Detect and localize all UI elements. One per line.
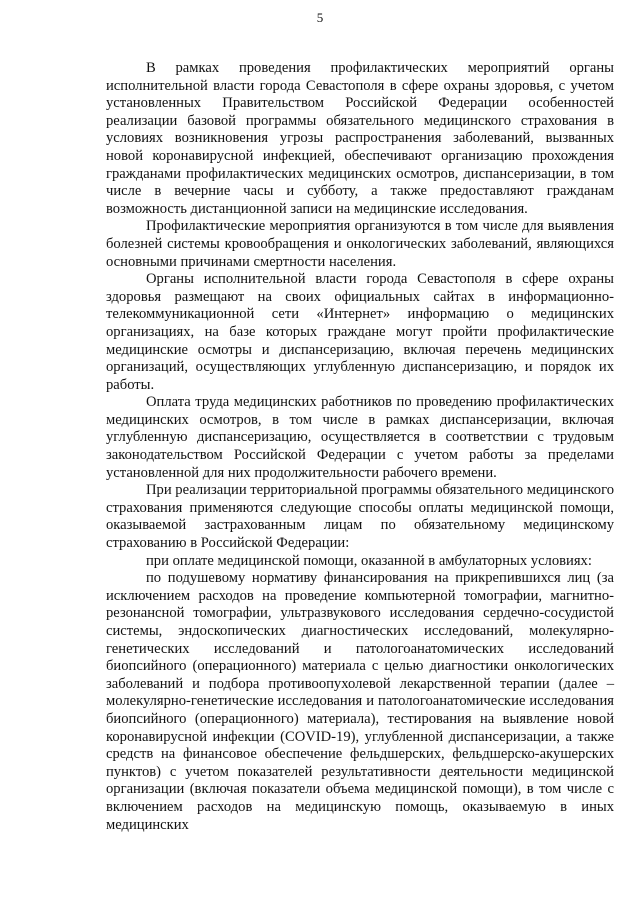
paragraph-preventive-measures: В рамках проведения профилактических мероприятий органы исполнительной власти города Севастополя в сфере охраны здоровья, с учетом установленных Правительством Российской Федерации особенностей реализации базовой программы обязательного медицинского страхования в условиях возникновения угрозы распространения заболеваний, вызванных новой коронавирусной инфекцией, обеспечивают организацию прохождения гражданами профилактических медицинских осмотров, диспансеризации, в том числе в вечерние часы и субботу, а также предоставляют гражданам возможность дистанционной записи на медицинские исследования. bbox=[106, 60, 614, 217]
paragraph-outpatient-payment: при оплате медицинской помощи, оказанной в амбулаторных условиях: bbox=[146, 552, 592, 569]
document-body bbox=[106, 60, 614, 834]
paragraph-payment-methods: При реализации территориальной программы обязательного медицинского страхования применяются следующие способы оплаты медицинской помощи, оказываемой застрахованным лицам по обязательному медицинскому страхованию в Российской Федерации: bbox=[106, 482, 614, 552]
page-number: 5 bbox=[316, 10, 324, 25]
paragraph-payment-of-labor: Оплата труда медицинских работников по проведению профилактических медицинских осмотров, в том числе в рамках диспансеризации, включая углубленную диспансеризацию, осуществляется в соответствии с трудовым законодательством Российской Федерации с учетом работы за пределами установленной для них продолжительности рабочего времени. bbox=[106, 394, 614, 481]
paragraph-preventive-organization: Профилактические мероприятия организуются в том числе для выявления болезней системы кровообращения и онкологических заболеваний, являющихся основными причинами смертности населения. bbox=[106, 218, 614, 270]
paragraph-per-capita-standard: по подушевому нормативу финансирования на прикрепившихся лиц (за исключением расходов на проведение компьютерной томографии, магнитно-резонансной томографии, ультразвукового исследования сердечно-сосудистой системы, эндоскопических диагностических исследований, молекулярно-генетических исследований и патологоанатомических исследований биопсийного (операционного) материала с целью диагностики онкологических заболеваний и подбора противоопухолевой лекарственной терапии (далее – молекулярно-генетические исследования и патологоанатомические исследования биопсийного (операционного) материала), тестирования на выявление новой коронавирусной инфекции (COVID-19), углубленной диспансеризации, а также средств на финансовое обеспечение фельдшерских, фельдшерско-акушерских пунктов) с учетом показателей результативности деятельности медицинской организации (включая показатели объема медицинской помощи), в том числе с включением расходов на медицинскую помощь, оказываемую в иных медицинских bbox=[106, 570, 614, 833]
paragraph-official-sites: Органы исполнительной власти города Севастополя в сфере охраны здоровья размещают на своих официальных сайтах в информационно-телекоммуникационной сети «Интернет» информацию о медицинских организациях, на базе которых граждане могут пройти профилактические медицинские осмотры и диспансеризацию, включая перечень медицинских организаций, осуществляющих углубленную диспансеризацию, и порядок их работы. bbox=[106, 271, 614, 393]
